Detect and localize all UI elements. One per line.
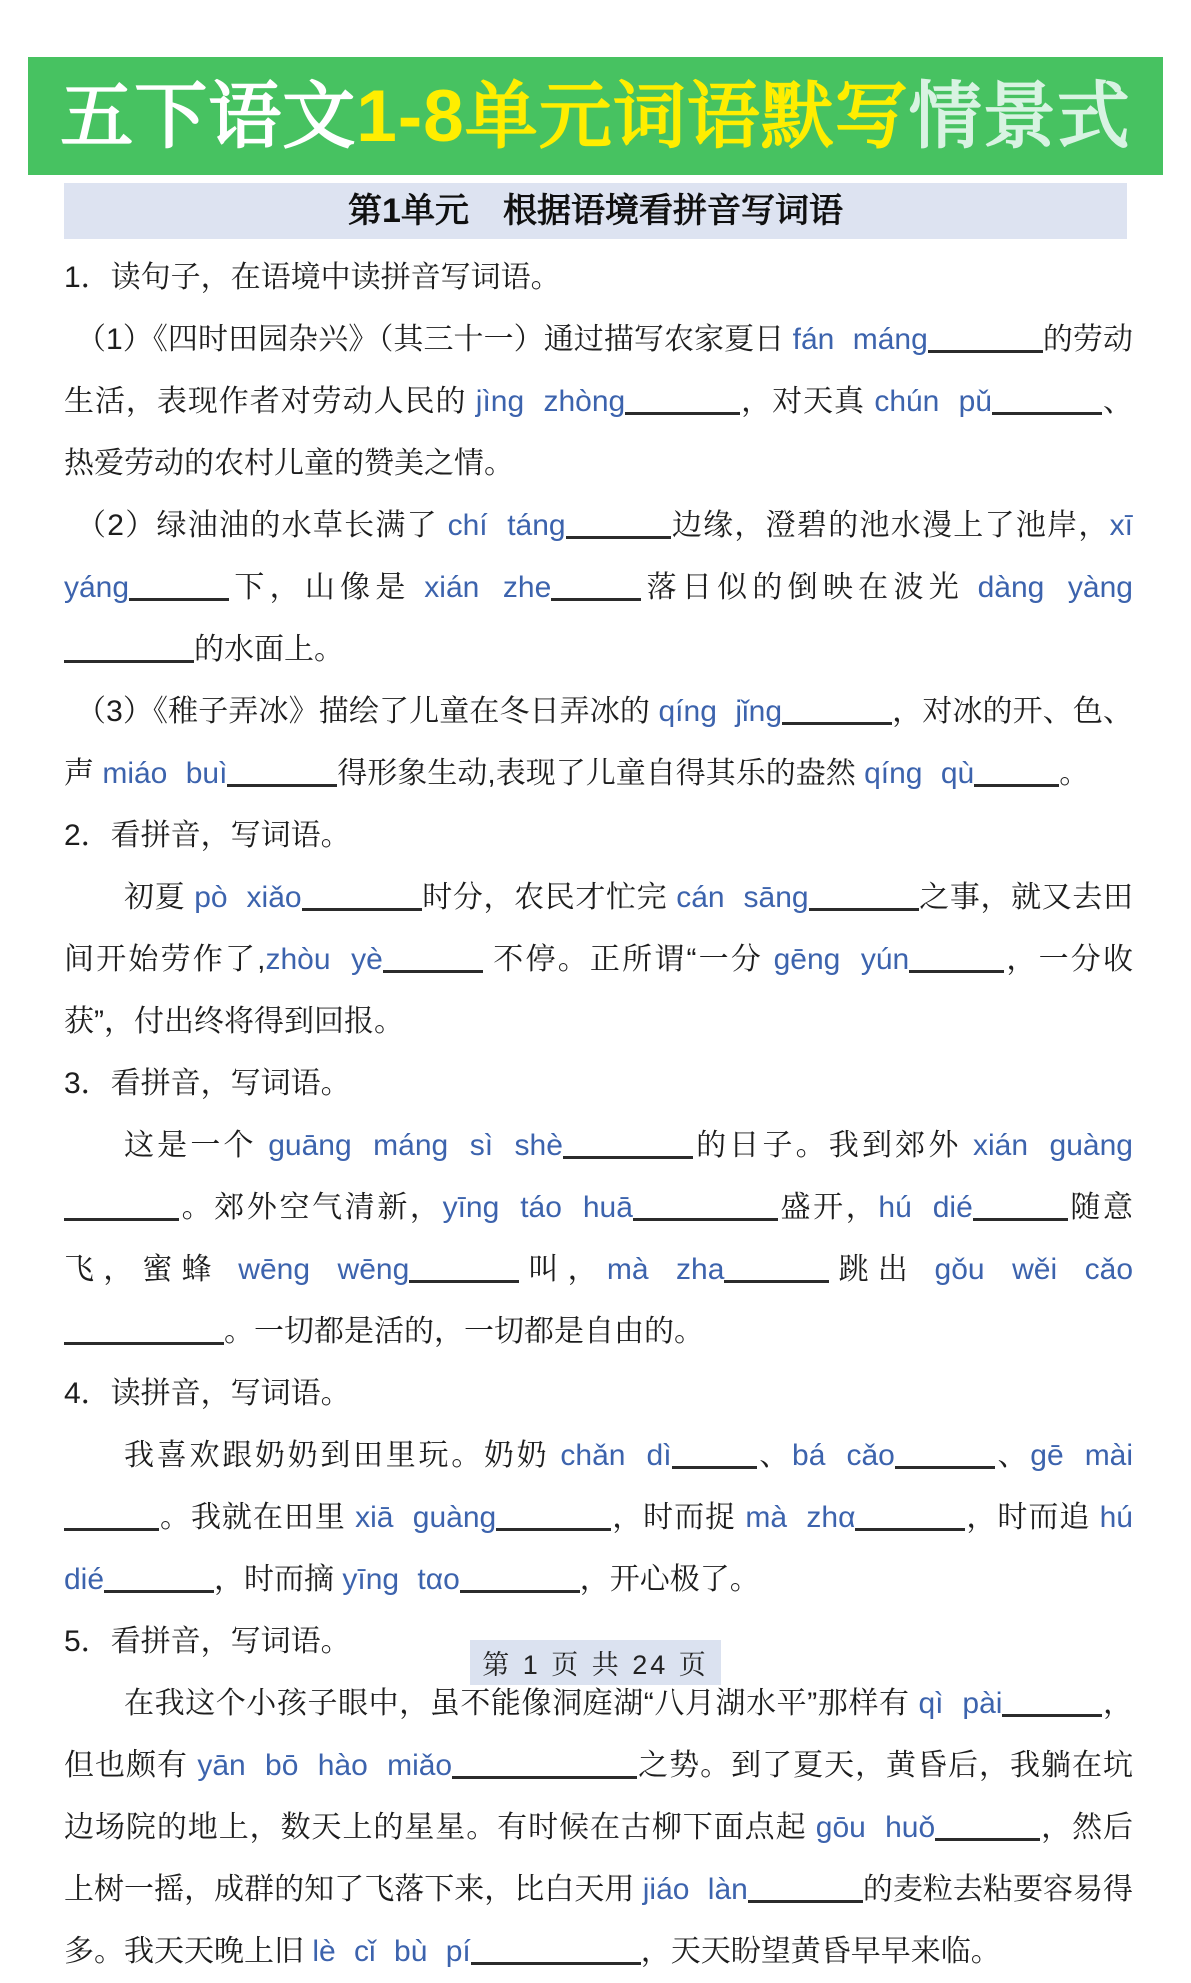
pinyin-text: fán máng [792,323,928,356]
pinyin-text: gē mài [1030,1439,1134,1472]
answer-blank [383,940,483,973]
pinyin-text: chún pǔ [874,385,993,418]
paragraph [64,309,1133,495]
pinyin-text: xián zhe [424,571,552,604]
pinyin-text: jìng zhòng [475,385,626,418]
chinese-text: ，一分收获”，付出终将得到回报。 [64,943,1133,1038]
answer-blank [909,940,1004,973]
chinese-text: 。我就在田里 [159,1501,356,1534]
title-banner [28,57,1163,175]
answer-blank [64,1498,159,1531]
pinyin-text: chí táng [447,509,566,542]
answer-blank [724,1250,829,1283]
pinyin-text: qíng jǐng [658,695,783,728]
pinyin-text: hú dié [64,1501,1133,1596]
pinyin-text: cán sāng [676,881,809,914]
chinese-text: 盛开， [777,1191,879,1224]
page-footer [0,1640,1191,1685]
chinese-text: 、热爱劳动的农村儿童的赞美之情。 [64,385,1133,480]
title-part-grade: 五下语文 [60,75,357,157]
answer-blank [928,320,1043,353]
paragraph [64,1053,1133,1115]
chinese-text: 5．看拼音，写词语。 [64,1625,351,1658]
pinyin-text: yīng táo huā [442,1191,633,1224]
answer-blank [227,754,337,787]
worksheet-page [0,57,1191,1968]
answer-blank [935,1808,1040,1841]
answer-blank [302,878,422,911]
chinese-text: ，对天真 [740,385,875,418]
answer-blank [992,382,1102,415]
answer-blank [496,1498,611,1531]
pinyin-text: yān bō hào miǎo [197,1749,453,1782]
chinese-text: 边缘，澄碧的池水漫上了池岸， [670,509,1110,542]
pinyin-text: yīng tαo [342,1563,460,1596]
chinese-text: 的劳动生活，表现作者对劳动人民的 [64,323,1133,418]
paragraph [64,681,1133,805]
pinyin-text: miáo buì [102,757,228,790]
chinese-text: 在我这个小孩子眼中，虽不能像洞庭湖“八月湖水平”那样有 [124,1687,919,1720]
answer-blank [452,1746,637,1779]
chinese-text: 4．读拼音，写词语。 [64,1377,351,1410]
pinyin-text: qíng qù [864,757,975,790]
chinese-text: 随意飞，蜜蜂 [64,1191,1133,1286]
paragraph [64,1363,1133,1425]
pinyin-text: jiáo làn [642,1873,748,1906]
chinese-text: （2）绿油油的水草长满了 [76,509,448,542]
pinyin-text: lè cǐ bù pí [312,1935,471,1968]
answer-blank [973,1188,1068,1221]
pinyin-text: bá cǎo [792,1439,895,1472]
answer-blank [566,506,671,539]
chinese-text: ，时而追 [965,1501,1100,1534]
pinyin-text: dàng yàng [977,571,1133,604]
chinese-text: （1）《四时田园杂兴》（其三十一）通过描写农家夏日 [76,323,793,356]
paragraph [64,805,1133,867]
chinese-text: 。一切都是活的，一切都是自由的。 [224,1315,704,1348]
paragraph [64,247,1133,309]
pinyin-text: xián guàng [973,1129,1133,1162]
title-part-units: 1-8单元词语默写 [356,75,909,157]
pinyin-text: zhòu yè [265,943,383,976]
pinyin-text: wēng wēng [238,1253,410,1286]
answer-blank [782,692,892,725]
paragraph [64,1673,1133,1983]
chinese-text: 下，山像是 [229,571,425,604]
answer-blank [64,1188,179,1221]
chinese-text: 叫， [519,1253,607,1286]
answer-blank [563,1126,693,1159]
answer-blank [460,1560,580,1593]
chinese-text: 得形象生动,表现了儿童自得其乐的盎然 [337,757,865,790]
chinese-text: 、 [994,1439,1031,1472]
chinese-text: 之势。到了夏天，黄昏后，我躺在坑边场院的地上，数天上的星星。有时候在古柳下面点起 [64,1749,1134,1844]
answer-blank [748,1870,863,1903]
pinyin-text: hú dié [878,1191,973,1224]
chinese-text: 2．看拼音，写词语。 [64,819,351,852]
answer-blank [855,1498,965,1531]
chinese-text: ，时而捉 [611,1501,746,1534]
paragraph [64,867,1133,1053]
answer-blank [129,568,229,601]
worksheet-body [64,247,1133,1983]
chinese-text: 的日子。我到郊外 [692,1129,974,1162]
pinyin-text: guāng máng sì shè [268,1129,563,1162]
pinyin-text: pò xiǎo [194,881,302,914]
chinese-text: ，时而摘 [214,1563,343,1596]
answer-blank [633,1188,778,1221]
title-part-style: 情景式 [908,75,1131,157]
chinese-text: ，然后上树一摇，成群的知了飞落下来，比白天用 [64,1811,1134,1906]
pinyin-text: mà zhα [745,1501,856,1534]
pinyin-text: gōu huǒ [815,1811,936,1844]
chinese-text: ，开心极了。 [579,1563,760,1596]
answer-blank [471,1932,641,1965]
chinese-text: 、 [756,1439,793,1472]
chinese-text: 的水面上。 [194,633,344,666]
chinese-text: 这是一个 [124,1129,269,1162]
pinyin-text: qì pài [918,1687,1003,1720]
answer-blank [104,1560,214,1593]
pinyin-text: xī yáng [64,509,1133,604]
chinese-text: ，对冰的开、色、声 [64,695,1133,790]
chinese-text: 。 [1059,757,1090,790]
chinese-text: 跳出 [829,1253,935,1286]
pinyin-text: gǒu wěi cǎo [934,1253,1134,1286]
chinese-text: 的麦粒去粘要容易得多。我天天晚上旧 [64,1873,1134,1968]
answer-blank [809,878,919,911]
chinese-text: 1．读句子，在语境中读拼音写词语。 [64,261,561,294]
chinese-text: 。郊外空气清新， [179,1191,443,1224]
pinyin-text: mà zha [606,1253,725,1286]
section-header: 第1单元 根据语境看拼音写词语 [64,183,1127,239]
chinese-text: 之事，就又去田间开始劳作了, [64,881,1133,976]
chinese-text: 3．看拼音，写词语。 [64,1067,351,1100]
answer-blank [625,382,740,415]
chinese-text: ，天天盼望黄昏早早来临。 [640,1935,1001,1968]
chinese-text: （3）《稚子弄冰》描绘了儿童在冬日弄冰的 [76,695,659,728]
pinyin-text: chǎn dì [560,1439,672,1472]
pinyin-text: xiā guàng [355,1501,497,1534]
paragraph [64,1425,1133,1611]
answer-blank [551,568,641,601]
answer-blank [895,1436,995,1469]
chinese-text: 我喜欢跟奶奶到田里玩。奶奶 [124,1439,561,1472]
chinese-text: 初夏 [124,881,195,914]
page-indicator: 第 1 页 共 24 页 [470,1640,721,1685]
paragraph [64,1115,1133,1363]
answer-blank [672,1436,757,1469]
chinese-text: 时分，农民才忙完 [421,881,677,914]
answer-blank [1002,1684,1102,1717]
answer-blank [409,1250,519,1283]
answer-blank [64,630,194,663]
chinese-text: 不停。正所谓“一分 [482,943,774,976]
chinese-text: ，但也颇有 [64,1687,1133,1782]
answer-blank [64,1312,224,1345]
answer-blank [974,754,1059,787]
paragraph [64,495,1133,681]
pinyin-text: gēng yún [773,943,910,976]
chinese-text: 落日似的倒映在波光 [641,571,978,604]
